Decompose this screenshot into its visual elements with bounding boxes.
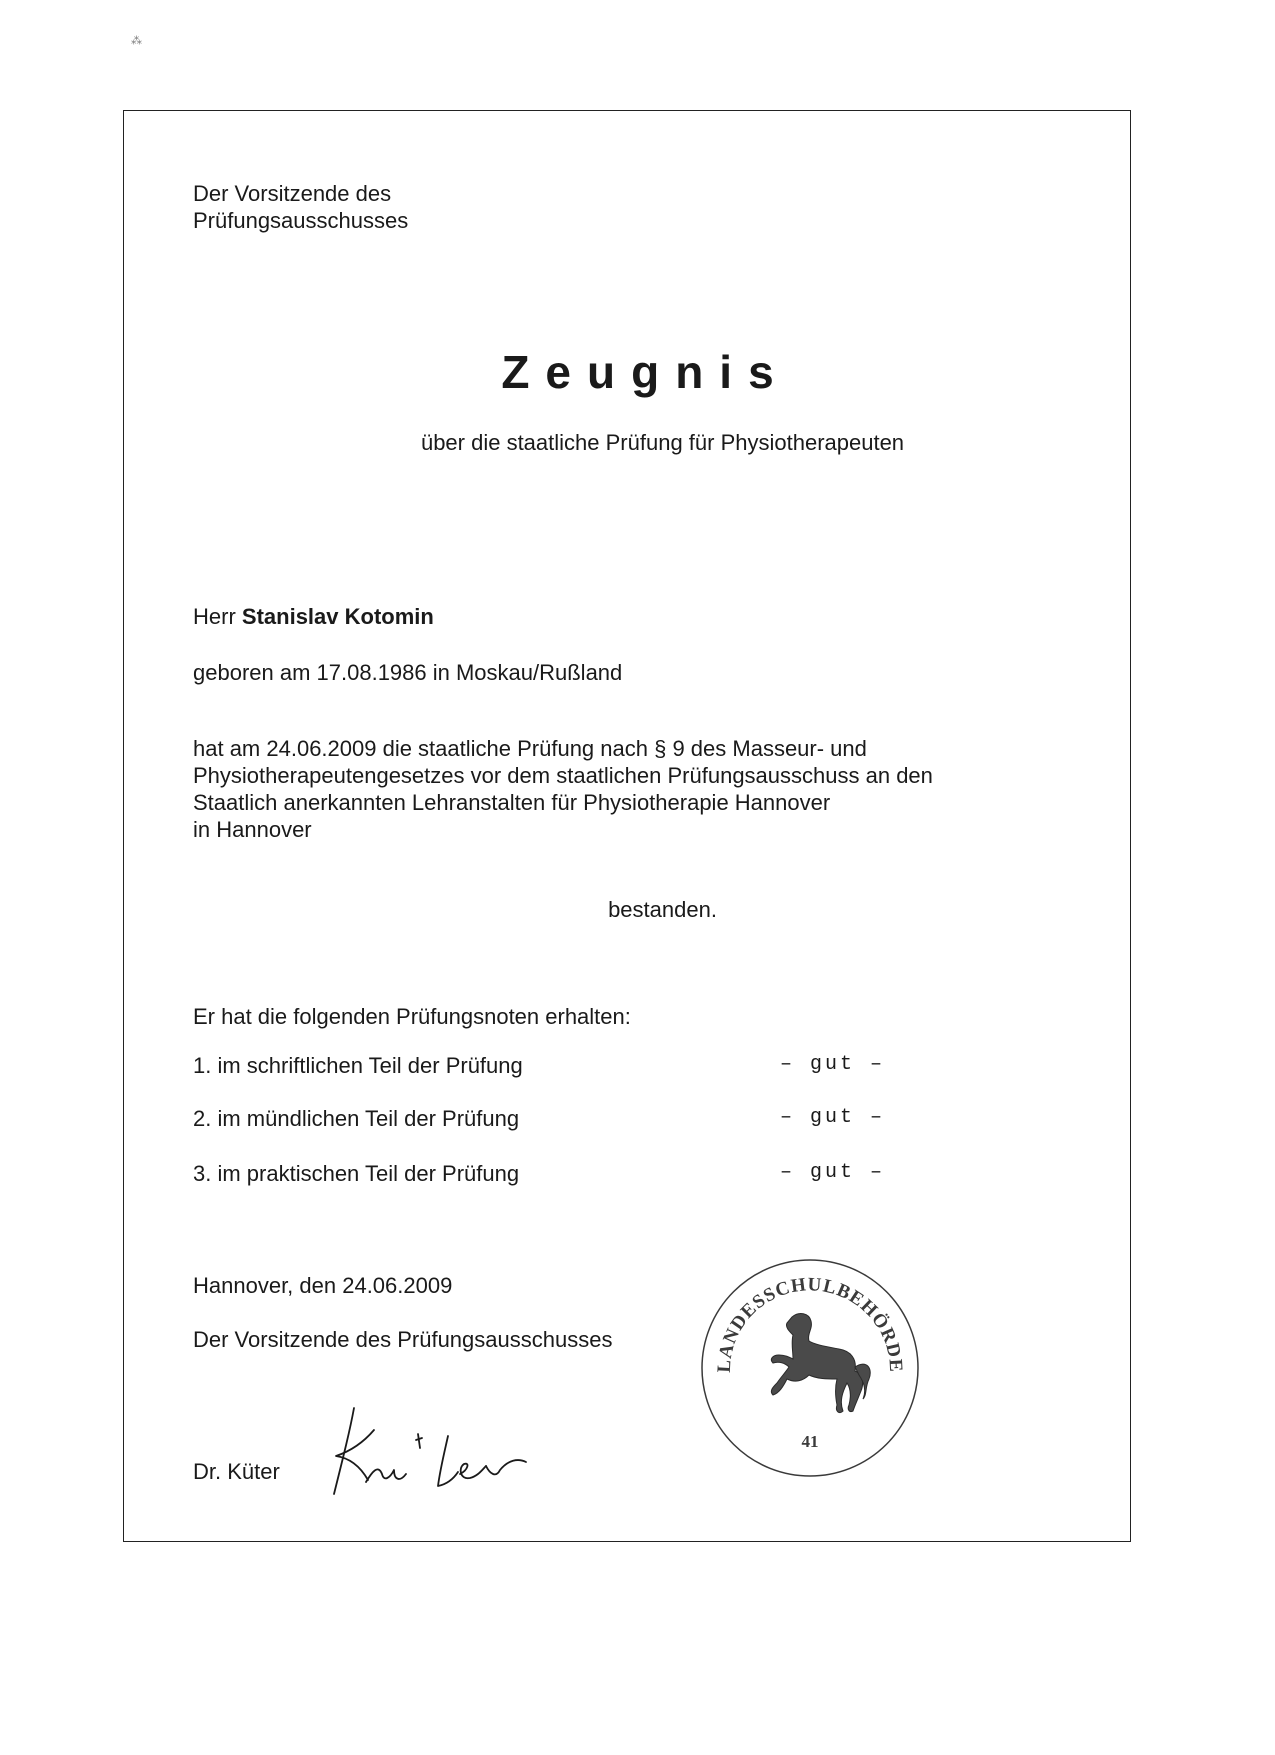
official-seal [697,1255,923,1481]
handwritten-signature [320,1390,540,1500]
salutation: Herr [193,604,236,629]
scan-speck: ⁂ [131,35,142,47]
exam-result: bestanden. [608,897,717,922]
exam-statement-line: hat am 24.06.2009 die staatliche Prüfung nach § 9 des Masseur- und [193,736,867,761]
place-date: Hannover, den 24.06.2009 [193,1273,453,1298]
exam-statement-line: Staatlich anerkannten Lehranstalten für Physiotherapie Hannover [193,790,831,815]
seal-arc-text: LANDESSCHULBEHÖRDE [713,1274,907,1374]
signer-name: Dr. Küter [193,1459,280,1484]
certificate-title: Zeugnis [501,346,790,398]
grades-intro: Er hat die folgenden Prüfungsnoten erhalten: [193,1004,631,1029]
exam-statement-line: Physiotherapeutengesetzes vor dem staatlichen Prüfungsausschuss an den [193,763,933,788]
issuer-heading [193,180,408,234]
grade-label-oral: 2. im mündlichen Teil der Prüfung [193,1106,520,1131]
certificate-subtitle: über die staatliche Prüfung für Physiotherapeuten [420,430,905,455]
grade-value-practical: – gut – [780,1161,886,1184]
grade-label-practical: 3. im praktischen Teil der Prüfung [193,1161,520,1186]
signer-role: Der Vorsitzende des Prüfungsausschusses [193,1327,613,1352]
grade-label-written: 1. im schriftlichen Teil der Prüfung [193,1053,523,1078]
grade-value-written: – gut – [780,1053,886,1076]
birth-line: geboren am 17.08.1986 in Moskau/Rußland [193,660,623,685]
horse-icon [771,1314,870,1413]
issuer-line-2: Prüfungsausschusses [193,208,409,233]
holder-name: Stanislav Kotomin [241,604,434,629]
grade-value-oral: – gut – [780,1106,886,1129]
exam-statement-line: in Hannover [193,817,312,842]
issuer-line-1: Der Vorsitzende des [193,181,392,206]
exam-statement [193,735,933,843]
holder-line [193,603,434,630]
seal-number: 41 [801,1432,819,1451]
